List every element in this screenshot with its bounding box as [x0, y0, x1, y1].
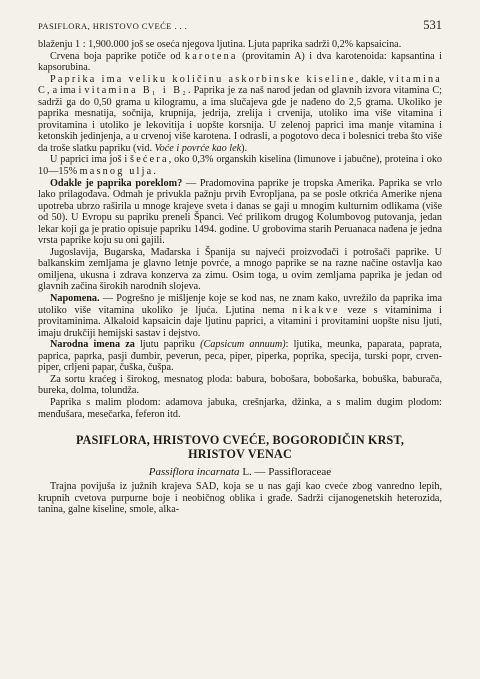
paragraph [38, 178, 442, 247]
spaced-term: masnog ulja [79, 166, 154, 178]
text-run: . [153, 166, 156, 178]
running-title: PASIFLORA, HRISTOVO CVEĆE . . . [38, 21, 188, 31]
spaced-term: karotena [184, 50, 238, 62]
text-run: , dakle, [355, 73, 386, 85]
text-run: : ljutika, meunka, paparata, paprata, paprica, paprka, pasji đumbir, peverun, peca, piper, piperka, poprika, specija, turski popr, crven-piper, crljeni papar, čuška, čušpa. [38, 339, 442, 374]
paragraph [38, 293, 442, 339]
text-run: ). [241, 142, 248, 154]
section-title-line: HRISTOV VENAC [188, 446, 292, 461]
text-run: , oko 0,3% organskih kiselina (limunove i jabučne), proteina i oko 10—15% [38, 154, 443, 178]
text-run: Trajna povijuša iz južnih krajeva SAD, koja se u nas gaji kao cveće zbog vanredno lepih, krupnih cvetova purpurne boje i neobičnog oblika i građe. Sadrži cijanogenetskih heterozida, tanina, galne kiseline, smole, alka- [38, 481, 442, 516]
spaced-term: vitamina B₁ i B₂ [84, 85, 188, 97]
text-run: Paprika s malim plodom: adamova jabuka, crešnjarka, džinka, a s malim dugim plodom: menđušara, mesečarka, feferon itd. [38, 396, 442, 420]
paragraph [38, 51, 442, 74]
text-run: Jugoslavija, Bugarska, Mađarska i Španija su najveći proizvođači i potrošači paprike. U balkanskim zemljama je glavno letnje povrće, a mnogo paprike se na razne načine ostavlja kao omiljena, ukusna i zdrava konzerva za zimu. Osim toga, u ovim zemljama paprika je jedan od glavnih začina širokih narodnih slojeva. [38, 246, 442, 293]
spaced-term: vitamina C [38, 73, 443, 97]
section-body [38, 481, 442, 516]
body-text [38, 39, 442, 420]
text-run: blaženju 1 : 1,900.000 još se oseća njegova ljutina. Ljuta paprika sadrži 0,2% kapsaicina. [38, 39, 402, 50]
text-run: U paprici ima još i [50, 154, 128, 166]
text-run: . Paprika je za naš narod jedan od glavnih izvora vitamina C; sadrži ga do 0,50 grama u kilogramu, a ima slučajeva gde je nađeno do 2,5 grama. Ukoliko je paprika mesnatija, sočnija, krupnija, jedrija, zrelija i crvenija, utoliko ima više vitamina i provitamina i utoliko je lekovitija i uopšte korsnija. U zelenoj paprici ima manje vitamina i ketonskih jedinjenja, a u crvenoj više karotena. I odrasli, a pogotovo deca i bolesnici treba što više da troše slatku papriku (vid. [38, 85, 443, 154]
text-run: Crvena boja paprike potiče od [50, 50, 181, 62]
text-run: — Pradomovina paprike je tropska Amerika. Paprika se vrlo lako prilagođava. Odmah je privukla pažnju prvih Evropljana, pa se posle otkrića Amerike njena upotreba ubrzo raširila u mnoge krajeve sveta i danas se gaji u mnogim kulturnim odlikama (više od 50). U Evropu su papriku preneli Španci. Već prilikom drugog Kolumbovog putovanja, jedan lekar koji ga je pratio opisuje papriku 1494. godine. U grobovima starih Peruanaca nađena je jedna vrsta paprike koju su oni gajili. [38, 177, 442, 247]
bold-lead: Napomena. [50, 293, 100, 305]
section-title [38, 434, 442, 461]
paragraph [38, 74, 442, 155]
italic-latin-name: (Capsicum annuum) [200, 339, 286, 351]
paragraph [38, 39, 442, 51]
spaced-term: šećera [130, 154, 169, 166]
section-title-line: PASIFLORA, HRISTOVO CVEĆE, BOGORODIČIN KRST, [75, 433, 405, 448]
latin-name: Passiflora incarnata [148, 466, 240, 479]
text-run: , a ima i [47, 85, 82, 97]
bold-lead: Odakle je paprika poreklom? [50, 177, 183, 189]
text-run: veze s vitaminima i provitaminima. Alkaloid kapsaicin daje ljutinu paprici, a vitamini i provitamini uopšte nisu ljuti, imaju drukčiji hemijski sastav i dejstvo. [38, 304, 443, 339]
bold-lead: Narodna imena za [50, 339, 135, 351]
italic-reference: Voće i povrće kao lek [154, 142, 242, 154]
spaced-term: nikakve [292, 304, 340, 316]
paragraph [38, 481, 442, 516]
page-number: 531 [423, 18, 442, 32]
paragraph [38, 154, 442, 177]
text-run: Za sortu kraćeg i širokog, mesnatog ploda: babura, bobošara, bobošarka, bobuška, baburača, bureka, dolma, tolundža. [38, 373, 442, 397]
running-head [38, 18, 442, 33]
paragraph [38, 339, 442, 374]
family-name: L. — Passifloraceae [239, 466, 332, 479]
text-run: — Pogrešno je mišljenje koje se kod nas, ne znam kako, uvrežilo da paprika ima utoliko više vitamina ukoliko je ljuća. Ljutina nema [38, 293, 442, 316]
text-run: (provitamin A) i dva karotenoida: kapsantina i kapsorubina. [38, 50, 442, 74]
paragraph [38, 247, 442, 293]
latin-name-line [38, 466, 442, 478]
spaced-term: Paprika ima veliku količinu askorbinske kiseline [50, 73, 356, 85]
paragraph [38, 374, 442, 397]
text-run: ljutu papriku [134, 339, 201, 351]
paragraph [38, 397, 442, 420]
